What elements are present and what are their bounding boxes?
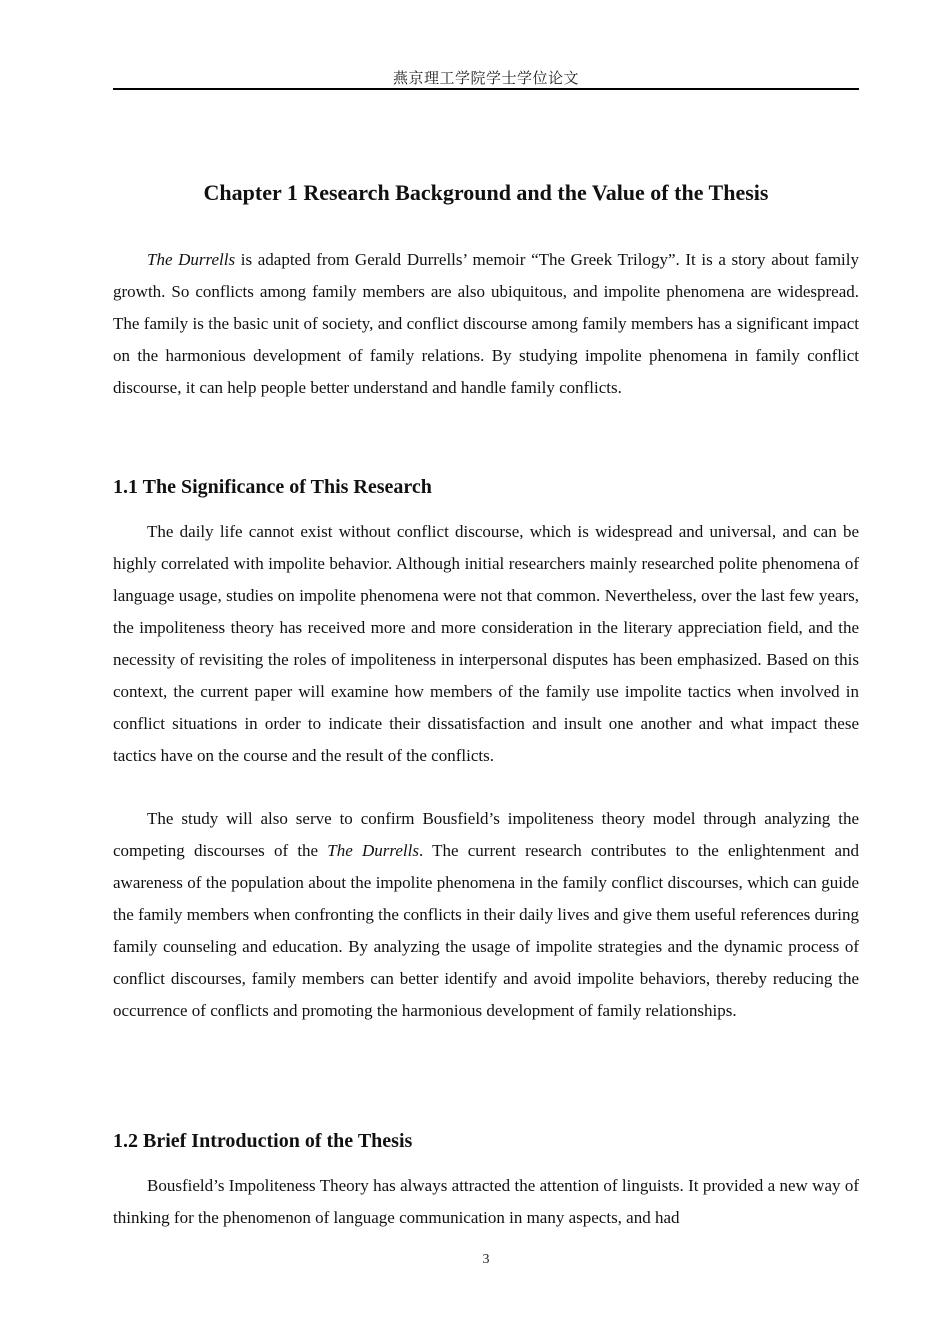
chapter-title: Chapter 1 Research Background and the Value of the Thesis — [203, 180, 769, 205]
section-title-1-2: 1.2 Brief Introduction of the Thesis — [113, 1130, 413, 1152]
page-number: 3 — [482, 1252, 490, 1267]
section-title-1-1: 1.1 The Significance of This Research — [113, 476, 432, 498]
intro-paragraph — [113, 244, 859, 404]
introduction-paragraph-1: Bousfield’s Impoliteness Theory has always attracted the attention of linguists. It provided a new way of thinking for the phenomenon of language communication in many aspects, and had — [113, 1176, 859, 1227]
significance-paragraph-1: The daily life cannot exist without conflict discourse, which is widespread and universal, and can be highly correlated with impolite behavior. Although initial researchers mainly researched polite phenomena of language usage, studies on impolite phenomena were not that common. Nevertheless, over the last few years, the impoliteness theory has received more and more consideration in the literary appreciation field, and the necessity of revisiting the roles of impoliteness in interpersonal disputes has been emphasized. Based on this context, the current paper will examine how members of the family use impolite tactics when involved in conflict situations in order to indicate their dissatisfaction and insult one another and what impact these tactics have on the course and the result of the conflicts. — [113, 522, 859, 765]
significance-paragraph-2 — [113, 803, 859, 1027]
intro-text: is adapted from Gerald Durrells’ memoir “The Greek Trilogy”. It is a story about family growth. So conflicts among family members are also ubiquitous, and impolite phenomena are widespread. The family is the basic unit of society, and conflict discourse among family members has a significant impact on the harmonious development of family relations. By studying impolite phenomena in family conflict discourse, it can help people better understand and handle family conflicts. — [113, 250, 859, 397]
intro-italic-title: The Durrells — [147, 250, 236, 269]
thesis-page — [113, 0, 859, 1344]
header-rule — [113, 88, 859, 90]
significance-paragraph-2-start: The study will also serve to confirm Bousfield’s impoliteness theory model through analyzing the competing discourses of the — [113, 809, 859, 860]
significance-paragraph-2-italic: The Durrells — [327, 841, 419, 860]
significance-paragraph-2-end: . The current research contributes to the enlightenment and awareness of the population about the impolite phenomena in the family conflict discourses, which can guide the family members when confronting the conflicts in their daily lives and give them useful references during family counseling and education. By analyzing the usage of impolite strategies and the dynamic process of conflict discourses, family members can better identify and avoid impolite behaviors, thereby reducing the occurrence of conflicts and promoting the harmonious development of family relationships. — [113, 841, 859, 1020]
running-header: 燕京理工学院学士学位论文 — [392, 69, 579, 87]
